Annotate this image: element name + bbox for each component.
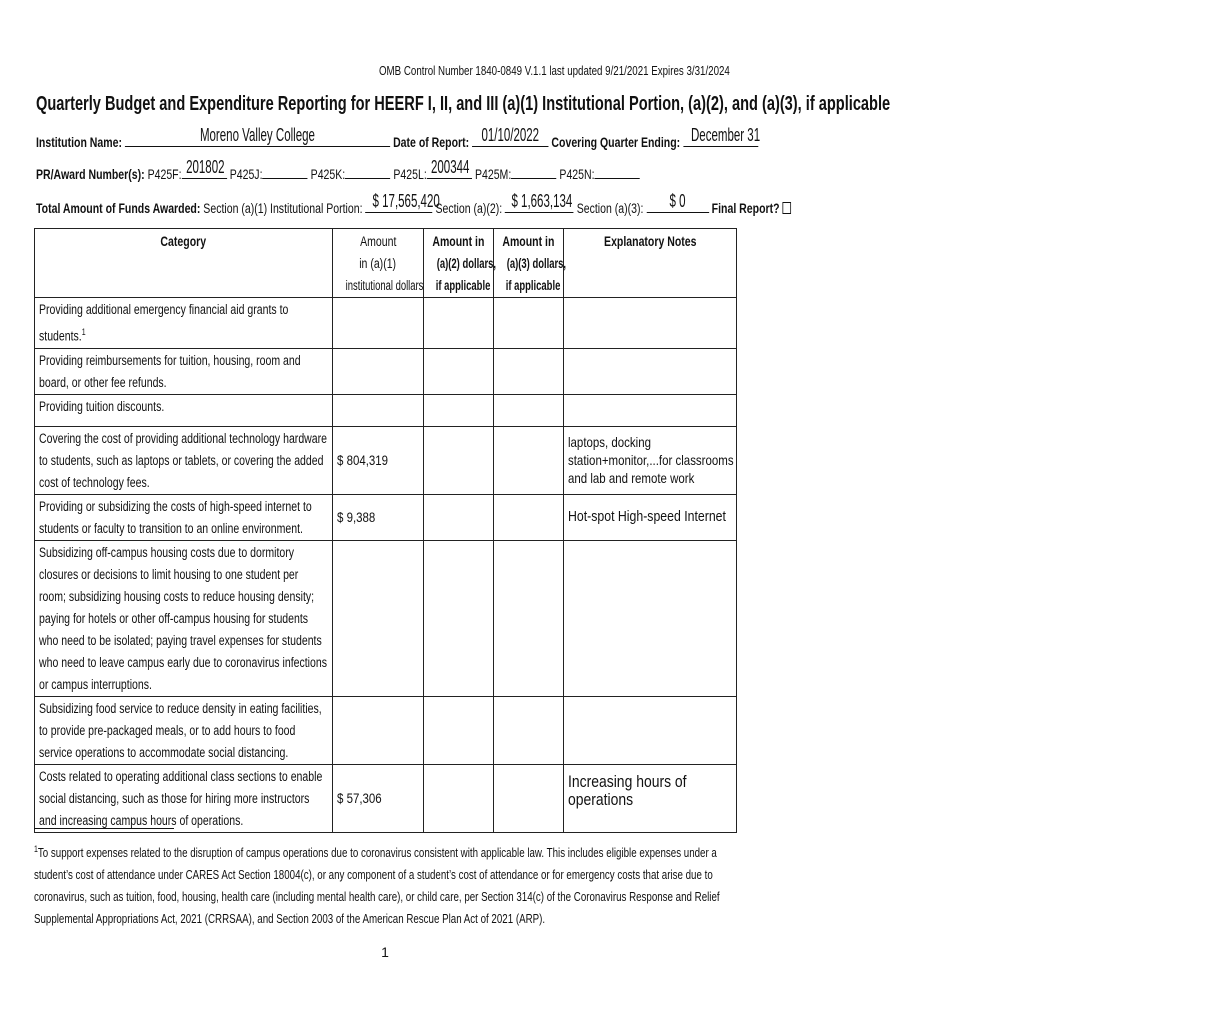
row-category: Providing additional emergency financial aid grants to students.$^1$ [35, 298, 333, 349]
date-label: Date of Report: [393, 135, 470, 150]
row-category: Subsidizing off-campus housing costs due to dormitory closures or decisions to limit housing to one student per room; subsidizing housing costs to reduce housing density; paying for hotels or other off-campus housing for students who need to be isolated; paying travel expenses for students who need to leave campus early due to coronavirus infections or campus interruptions. [35, 540, 333, 696]
row-category: Providing reimbursements for tuition, housing, room and board, or other fee refunds. [35, 348, 333, 394]
date-field[interactable]: 01/10/2022 [472, 132, 548, 147]
row-a1-cell[interactable] [333, 540, 424, 696]
header-notes: Explanatory Notes [564, 229, 737, 298]
p425k-field[interactable] [345, 164, 390, 179]
row-a2-cell[interactable] [424, 494, 494, 540]
table-row [35, 394, 737, 426]
a3-label: Section (a)(3): [576, 201, 644, 216]
row-a3-cell[interactable] [494, 696, 564, 764]
footnote-divider [34, 828, 174, 829]
row-category: Providing tuition discounts. [35, 394, 333, 426]
table-row [35, 764, 737, 832]
row-notes-cell[interactable] [564, 696, 737, 764]
row-a1-cell[interactable]: $ 9,388 [333, 494, 424, 540]
row-notes-cell[interactable] [564, 540, 737, 696]
row-notes-cell[interactable]: laptops, docking station+monitor,...for classrooms and lab and remote work [564, 426, 737, 494]
p425m-label: P425M: [474, 167, 512, 182]
table-row [35, 540, 737, 696]
quarter-label: Covering Quarter Ending: [551, 135, 681, 150]
a1-total-field[interactable]: $ 17,565,420 [365, 198, 432, 213]
p425n-label: P425N: [559, 167, 595, 182]
institution-label: Institution Name: [36, 135, 122, 150]
row-a1-cell[interactable] [333, 696, 424, 764]
header-category: Category [35, 229, 333, 298]
row-a2-cell[interactable] [424, 764, 494, 832]
p425j-label: P425J: [229, 167, 263, 182]
page-number: 1 [381, 944, 389, 960]
row-notes-cell[interactable]: Increasing hours of operations [564, 764, 737, 832]
header-a1: Amount in (a)(1) institutional dollars [333, 229, 424, 298]
total-funds-line [36, 191, 1004, 216]
row-a1-cell[interactable]: $ 804,319 [333, 426, 424, 494]
row-category: Subsidizing food service to reduce density in eating facilities, to provide pre-packaged meals, or to add hours to food service operations to accommodate social distancing. [35, 696, 333, 764]
institution-field[interactable]: Moreno Valley College [125, 132, 390, 147]
p425m-field[interactable] [511, 164, 556, 179]
row-a3-cell[interactable] [494, 394, 564, 426]
omb-control-number: OMB Control Number 1840-0849 V.1.1 last updated 9/21/2021 Expires 3/31/2024 [379, 64, 730, 78]
row-notes-cell[interactable] [564, 394, 737, 426]
row-notes-cell[interactable] [564, 298, 737, 349]
row-a3-cell[interactable] [494, 494, 564, 540]
row-a2-cell[interactable] [424, 394, 494, 426]
a1-label: Section (a)(1) Institutional Portion: [203, 201, 363, 216]
institution-line [36, 125, 962, 150]
row-a2-cell[interactable] [424, 348, 494, 394]
row-category: Costs related to operating additional class sections to enable social distancing, such as those for hiring more instructors and increasing campus hours of operations. [35, 764, 333, 832]
a3-total-field[interactable]: $ 0 [646, 198, 708, 213]
row-a3-cell[interactable] [494, 540, 564, 696]
p425f-field[interactable]: 201802 [182, 164, 227, 179]
row-notes-cell[interactable] [564, 348, 737, 394]
pr-award-label: PR/Award Number(s): [36, 167, 145, 182]
p425n-field[interactable] [595, 164, 640, 179]
final-report-checkbox[interactable] [783, 202, 792, 214]
p425f-label: P425F: [147, 167, 182, 182]
p425k-label: P425K: [310, 167, 346, 182]
a2-total-field[interactable]: $ 1,663,134 [505, 198, 574, 213]
table-header-row [35, 229, 737, 298]
row-a1-cell[interactable] [333, 348, 424, 394]
footnote-marker: 1 [34, 844, 38, 854]
table-row [35, 696, 737, 764]
budget-table [34, 228, 737, 833]
footnote-text: To support expenses related to the disruption of campus operations due to coronavirus consistent with applicable law. This includes eligible expenses under a student’s cost of attendance under CARES Act Section 18004(c), or any component of a student’s cost of attendance or for emergency costs that arise due to coronavirus, such as tuition, food, housing, health care (including mental health care), or child care, per Section 314(c) of the Coronavirus Response and Relief Supplemental Appropriations Act, 2021 (CRRSAA), and Section 2003 of the American Rescue Plan Act of 2021 (ARP). [34, 846, 720, 927]
p425l-field[interactable]: 200344 [427, 164, 472, 179]
row-a3-cell[interactable] [494, 764, 564, 832]
row-a3-cell[interactable] [494, 426, 564, 494]
table-row [35, 426, 737, 494]
quarter-field[interactable]: December 31 [683, 132, 758, 147]
row-a2-cell[interactable] [424, 540, 494, 696]
row-a1-cell[interactable] [333, 298, 424, 349]
row-a3-cell[interactable] [494, 348, 564, 394]
p425l-label: P425L: [393, 167, 427, 182]
row-a3-cell[interactable] [494, 298, 564, 349]
row-a1-cell[interactable] [333, 394, 424, 426]
row-category: Providing or subsidizing the costs of high-speed internet to students or faculty to transition to an online environment. [35, 494, 333, 540]
row-notes-cell[interactable]: Hot-spot High-speed Internet [564, 494, 737, 540]
page-title: Quarterly Budget and Expenditure Reporting for HEERF I, II, and III (a)(1) Institutional Portion, (a)(2), and (a)(3), if applicable [36, 93, 891, 115]
row-a2-cell[interactable] [424, 696, 494, 764]
table-row [35, 494, 737, 540]
a2-label: Section (a)(2): [435, 201, 503, 216]
pr-award-line [36, 157, 810, 182]
footnote [34, 838, 734, 930]
header-a2: Amount in (a)(2) dollars, if applicable [424, 229, 494, 298]
row-a2-cell[interactable] [424, 426, 494, 494]
row-a2-cell[interactable] [424, 298, 494, 349]
table-row [35, 348, 737, 394]
row-a1-cell[interactable]: $ 57,306 [333, 764, 424, 832]
row-category: Covering the cost of providing additional technology hardware to students, such as laptops or tablets, or covering the added cost of technology fees. [35, 426, 333, 494]
header-a3: Amount in (a)(3) dollars, if applicable [494, 229, 564, 298]
table-row [35, 298, 737, 349]
p425j-field[interactable] [262, 164, 307, 179]
total-funds-label: Total Amount of Funds Awarded: [36, 201, 201, 216]
final-report-label: Final Report? [711, 201, 780, 216]
